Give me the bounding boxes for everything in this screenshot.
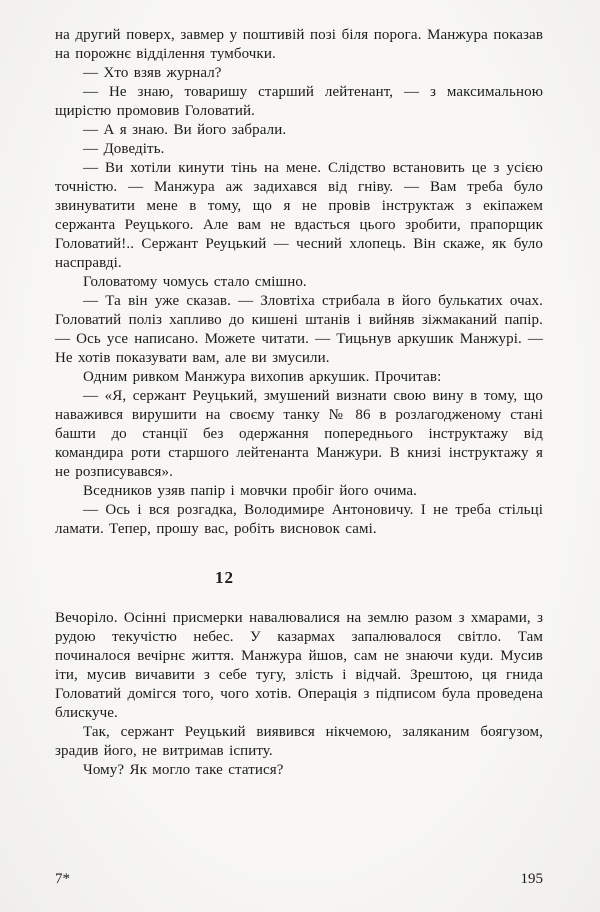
section-2 [55,609,543,780]
paragraph: Вечоріло. Осінні присмерки навалювалися на землю разом з хмарами, з рудою текучістю небес. У казармах запалювалося світло. Там починалося вечірнє життя. Манжура йшов, сам не знаючи куди. Мусив іти, мусив вичавити з себе тугу, злість і відчай. Зрештою, ця гнида Головатий домігся того, чого хотів. Операція з підписом була проведена блискуче. [55,610,543,721]
page-footer [55,871,543,888]
paragraph: — Та він уже сказав. — Зловтіха стрибала в його булькатих очах. Головатий поліз хапливо до кишені штанів і вийняв зіжмаканий папір. — Ось усе написано. Можете читати. — Тицьнув аркушик Манжурі. — Не хотів показувати вам, але ви змусили. [55,293,543,366]
paragraph: — «Я, сержант Реуцький, змушений визнати свою вину в тому, що наважився вирушити на своєму танку № 86 в розлагодженому стані башти до станції без одержання попереднього інструктажу від командира роти старшого лейтенанта Манжури. В книзі інструктажу я не розписувався». [55,388,543,480]
paragraph: Одним ривком Манжура вихопив аркушик. Прочитав: [83,369,442,385]
paragraph: Головатому чомусь стало смішно. [83,274,307,290]
paragraph: — Не знаю, товаришу старший лейтенант, — з максимальною щирістю промовив Головатий. [55,84,543,119]
page-number: 195 [520,871,543,887]
paragraph: — А я знаю. Ви його забрали. [83,122,287,138]
paragraph: Вседников узяв папір і мовчки пробіг його очима. [83,483,418,499]
paragraph: на другий поверх, завмер у поштивій позі біля порога. Манжура показав на порожнє відділення тумбочки. [55,27,543,62]
paragraph: — Ось і вся розгадка, Володимире Антоновичу. І не треба стільці ламати. Тепер, прошу вас, робіть висновок самі. [55,502,543,537]
paragraph: Так, сержант Реуцький виявився нікчемою, заляканим боягузом, зрадив його, не витримав іспиту. [55,724,543,759]
chapter-number: 12 [215,568,234,587]
paragraph: Чому? Як могло таке статися? [83,762,284,778]
signature-mark: 7* [55,871,70,887]
paragraph: — Ви хотіли кинути тінь на мене. Слідство встановить це з усією точністю. — Манжура аж задихався від гніву. — Вам треба було звинуватити мене в тому, що я не провів інструктаж з екіпажем сержанта Реуцького. Але вам не вдасться цього зробити, прапорщик Головатий!.. Сержант Реуцький — чесний хлопець. Він скаже, як було насправді. [55,160,543,271]
section-1 [55,26,543,539]
paragraph: — Доведіть. [83,141,165,157]
paragraph: — Хто взяв журнал? [83,65,222,81]
